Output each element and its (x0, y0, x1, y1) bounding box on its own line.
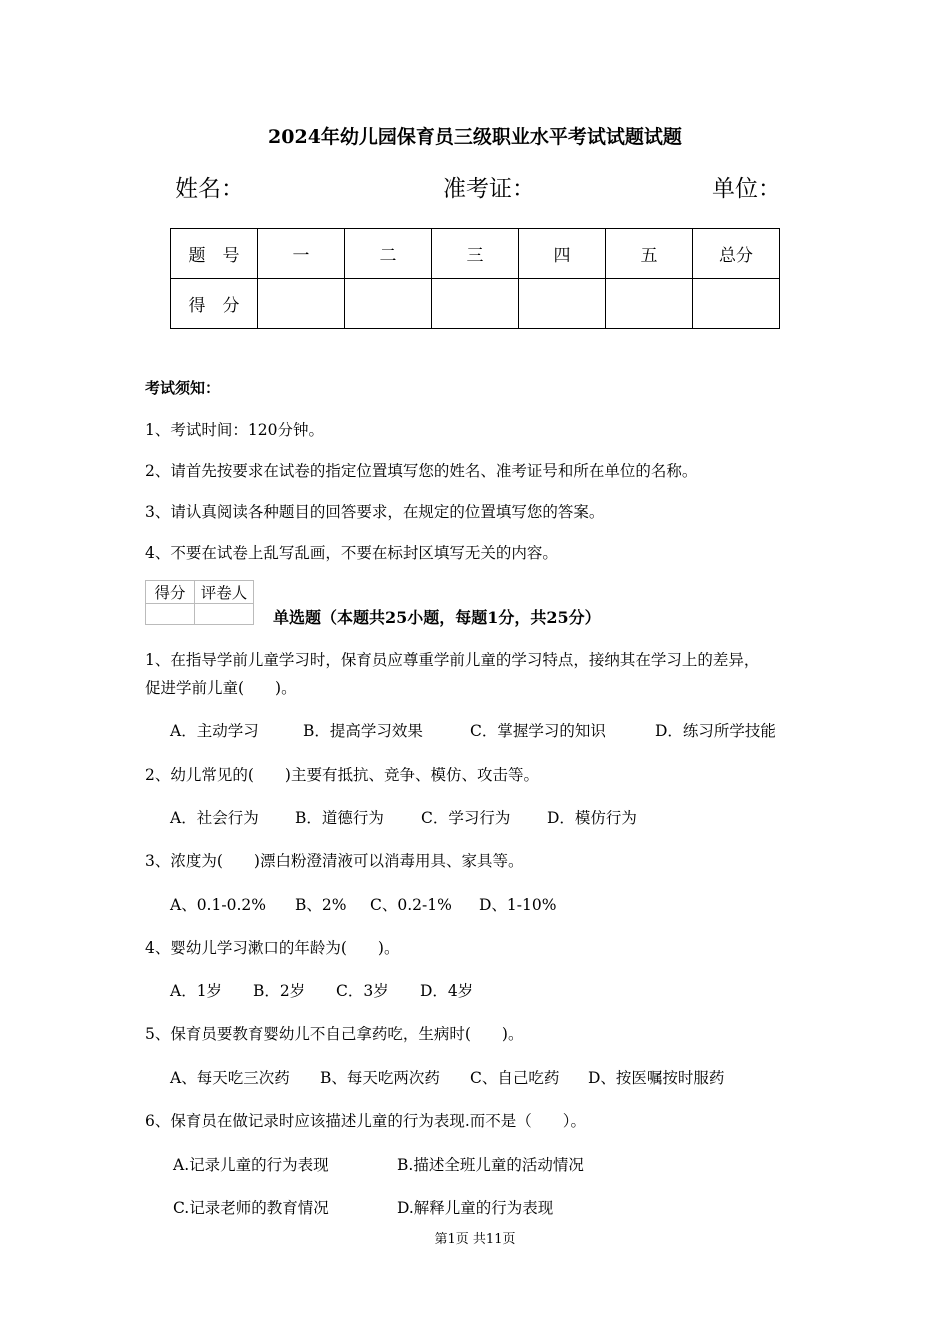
page-footer: 第1页 共11页 (434, 1232, 516, 1247)
exam-id-field-label: 准考证： (443, 176, 535, 202)
question-stem: 6、保育员在做记录时应该描述儿童的行为表现.而不是（ ）。 (145, 1112, 587, 1130)
name-field-label: 姓名： (175, 176, 244, 202)
score-cell[interactable] (519, 279, 606, 329)
grader-box (145, 580, 254, 625)
question-option[interactable]: D．模仿行为 (547, 809, 637, 827)
note-item: 4、不要在试卷上乱写乱画，不要在标封区填写无关的内容。 (145, 544, 558, 562)
page-title: 2024年幼儿园保育员三级职业水平考试试题试题 (268, 126, 682, 148)
score-table-header-cell: 题 号 (171, 229, 258, 279)
grader-box-grader-label: 评卷人 (195, 581, 254, 604)
question-option[interactable]: B．道德行为 (295, 809, 384, 827)
note-item: 2、请首先按要求在试卷的指定位置填写您的姓名、准考证号和所在单位的名称。 (145, 462, 698, 480)
score-table-header-cell: 四 (519, 229, 606, 279)
question-option[interactable]: C．3岁 (336, 982, 389, 1000)
note-item: 3、请认真阅读各种题目的回答要求，在规定的位置填写您的答案。 (145, 503, 605, 521)
score-table-header-cell: 总分 (693, 229, 780, 279)
section-title: 单选题（本题共25小题，每题1分，共25分） (273, 608, 601, 627)
score-cell[interactable] (606, 279, 693, 329)
score-table-header-cell: 三 (432, 229, 519, 279)
question-option[interactable]: C．掌握学习的知识 (470, 722, 606, 740)
question-option[interactable]: B．2岁 (253, 982, 306, 1000)
question-option[interactable]: C、0.2-1% (370, 896, 452, 914)
score-table-header-cell: 二 (345, 229, 432, 279)
question-option[interactable]: C、自己吃药 (470, 1069, 560, 1087)
score-cell[interactable] (693, 279, 780, 329)
grader-box-grader-cell[interactable] (195, 604, 254, 625)
question-stem: 1、在指导学前儿童学习时，保育员应尊重学前儿童的学习特点，接纳其在学习上的差异， (145, 651, 760, 669)
score-table-header-cell: 五 (606, 229, 693, 279)
question-option[interactable]: C．学习行为 (421, 809, 511, 827)
score-cell[interactable] (258, 279, 345, 329)
question-option[interactable]: D、按医嘱按时服药 (588, 1069, 725, 1087)
question-option[interactable]: D．练习所学技能 (655, 722, 776, 740)
note-item: 1、考试时间：120分钟。 (145, 421, 324, 439)
question-option[interactable]: B.描述全班儿童的活动情况 (397, 1156, 584, 1174)
score-cell[interactable] (345, 279, 432, 329)
question-option[interactable]: A.记录儿童的行为表现 (173, 1156, 329, 1174)
notes-heading: 考试须知： (145, 379, 221, 397)
grader-box-score-label: 得分 (146, 581, 195, 604)
question-stem: 2、幼儿常见的( )主要有抵抗、竞争、模仿、攻击等。 (145, 766, 539, 784)
grader-box-score-cell[interactable] (146, 604, 195, 625)
question-option[interactable]: D.解释儿童的行为表现 (397, 1199, 554, 1217)
score-table-score-row (171, 279, 780, 329)
unit-field-label: 单位： (712, 176, 781, 202)
question-option[interactable]: D．4岁 (420, 982, 474, 1000)
question-stem: 3、浓度为( )漂白粉澄清液可以消毒用具、家具等。 (145, 852, 524, 870)
question-option[interactable]: A．社会行为 (170, 809, 259, 827)
question-option[interactable]: A、0.1-0.2% (170, 896, 266, 914)
question-stem: 5、保育员要教育婴幼儿不自己拿药吃，生病时( )。 (145, 1025, 524, 1043)
question-option[interactable]: A．主动学习 (170, 722, 259, 740)
question-option[interactable]: A、每天吃三次药 (170, 1069, 290, 1087)
question-option[interactable]: B、每天吃两次药 (320, 1069, 440, 1087)
question-stem: 促进学前儿童( )。 (145, 679, 297, 697)
score-table (170, 228, 780, 329)
question-option[interactable]: A．1岁 (170, 982, 223, 1000)
score-table-header-row (171, 229, 780, 279)
question-option[interactable]: B、2% (295, 896, 347, 914)
score-cell[interactable] (432, 279, 519, 329)
question-option[interactable]: B．提高学习效果 (303, 722, 423, 740)
score-table-header-cell: 一 (258, 229, 345, 279)
question-option[interactable]: C.记录老师的教育情况 (173, 1199, 329, 1217)
question-option[interactable]: D、1-10% (479, 896, 557, 914)
score-row-label: 得 分 (171, 279, 258, 329)
question-stem: 4、婴幼儿学习漱口的年龄为( )。 (145, 939, 400, 957)
